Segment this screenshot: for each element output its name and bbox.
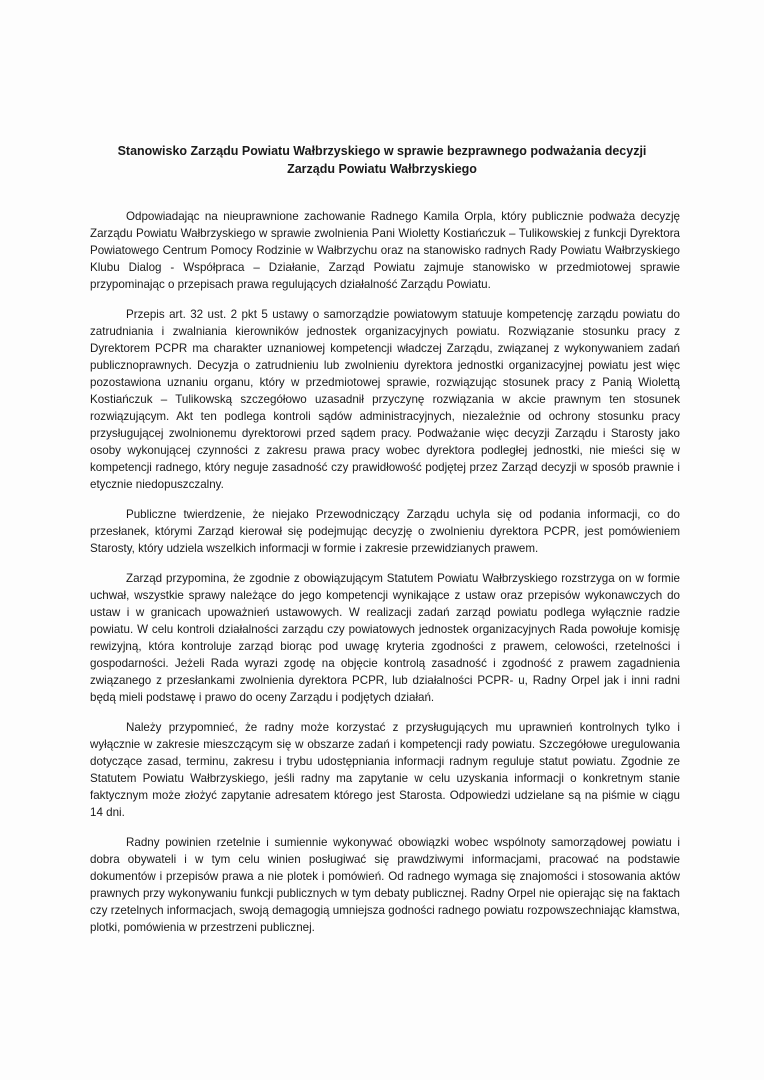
paragraph: Należy przypomnieć, że radny może korzystać z przysługujących mu uprawnień kontrolnych tylko i wyłącznie w zakresie mieszczącym się w obszarze zadań i kompetencji rady powiatu. Szczegółowe uregulowania dotyczące zasad, terminu, zakresu i trybu udostępniania informacji radnym reguluje statut powiatu. Zgodnie ze Statutem Powiatu Wałbrzyskiego, jeśli radny ma zapytanie w celu uzyskania informacji o konkretnym stanie faktycznym może złożyć zapytanie adresatem którego jest Starosta. Odpowiedzi udzielane są na piśmie w ciągu 14 dni. [90, 721, 680, 819]
document-body [90, 208, 680, 949]
document-title [70, 142, 694, 178]
paragraph: Zarząd przypomina, że zgodnie z obowiązującym Statutem Powiatu Wałbrzyskiego rozstrzyga on w formie uchwał, wszystkie sprawy należące do jego kompetencji wynikające z ustaw oraz przepisów wykonawczych do ustaw i w granicach upoważnień ustawowych. W realizacji zadań zarząd powiatu podlega wyłącznie radzie powiatu. W celu kontroli działalności zarządu czy powiatowych jednostek organizacyjnych Rada powołuje komisję rewizyjną, która kontroluje zarząd biorąc pod uwagę kryteria zgodności z prawem, celowości, rzetelności i gospodarności. Jeżeli Rada wyrazi zgodę na objęcie kontrolą zasadność i zgodność z prawem zagadnienia związanego z przesłankami zwolnienia dyrektora PCPR, lub działalności PCPR- u, Radny Orpel jak i inni radni będą mieli podstawę i prawo do oceny Zarządu i podjętych działań. [90, 572, 680, 704]
title-line-1: Stanowisko Zarządu Powiatu Wałbrzyskiego w sprawie bezprawnego podważania decyzji [117, 144, 647, 158]
paragraph: Publiczne twierdzenie, że niejako Przewodniczący Zarządu uchyla się od podania informacji, co do przesłanek, którymi Zarząd kierował się podejmując decyzję o zwolnieniu dyrektora PCPR, jest pomówieniem Starosty, który udziela wszelkich informacji w formie i zakresie przewidzianych prawem. [90, 508, 680, 555]
paragraph: Odpowiadając na nieuprawnione zachowanie Radnego Kamila Orpla, który publicznie podważa decyzję Zarządu Powiatu Wałbrzyskiego w sprawie zwolnienia Pani Wioletty Kostiańczuk – Tulikowskiej z funkcji Dyrektora Powiatowego Centrum Pomocy Rodzinie w Wałbrzychu oraz na stanowisko radnych Rady Powiatu Wałbrzyskiego Klubu Dialog - Współpraca – Działanie, Zarząd Powiatu zajmuje stanowisko w przedmiotowej sprawie przypominając o przepisach prawa regulujących działalność Zarządu Powiatu. [90, 210, 680, 291]
title-line-2: Zarządu Powiatu Wałbrzyskiego [287, 162, 477, 176]
paragraph: Przepis art. 32 ust. 2 pkt 5 ustawy o samorządzie powiatowym statuuje kompetencję zarządu powiatu do zatrudniania i zwalniania kierowników jednostek organizacyjnych powiatu. Rozwiązanie stosunku pracy z Dyrektorem PCPR ma charakter uznaniowej kompetencji władczej Zarządu, związanej z wykonywaniem zadań publicznoprawnych. Decyzja o zatrudnieniu lub zwolnieniu dyrektora jednostki organizacyjnej powiatu jest więc pozostawiona uznaniu organu, który w przedmiotowej sprawie, rozwiązując stosunek pracy z Panią Wiolettą Kostiańczuk – Tulikowską szczegółowo uzasadnił przyczynę rozwiązania w akcie prawnym ten stosunek rozwiązującym. Akt ten podlega kontroli sądów administracyjnych, niezależnie od ochrony stosunku pracy przysługującej zwolnionemu dyrektorowi przed sądem pracy. Podważanie więc decyzji Zarządu i Starosty jako osoby wykonującej czynności z zakresu prawa pracy wobec dyrektora podległej jednostki, nie mieści się w kompetencji radnego, który neguje zasadność czy prawidłowość podjętej przez Zarząd decyzji w sposób prawnie i etycznie niedopuszczalny. [90, 308, 680, 491]
paragraph: Radny powinien rzetelnie i sumiennie wykonywać obowiązki wobec wspólnoty samorządowej powiatu i dobra obywateli i w tym celu winien posługiwać się prawdziwymi informacjami, pracować na podstawie dokumentów i przepisów prawa a nie plotek i pomówień. Od radnego wymaga się znajomości i stosowania aktów prawnych przy wykonywaniu funkcji publicznych w tym debaty publicznej. Radny Orpel nie opierając się na faktach czy rzetelnych informacjach, swoją demagogią umniejsza godności radnego powiatu rozpowszechniając kłamstwa, plotki, pomówienia w przestrzeni publicznej. [90, 836, 680, 934]
